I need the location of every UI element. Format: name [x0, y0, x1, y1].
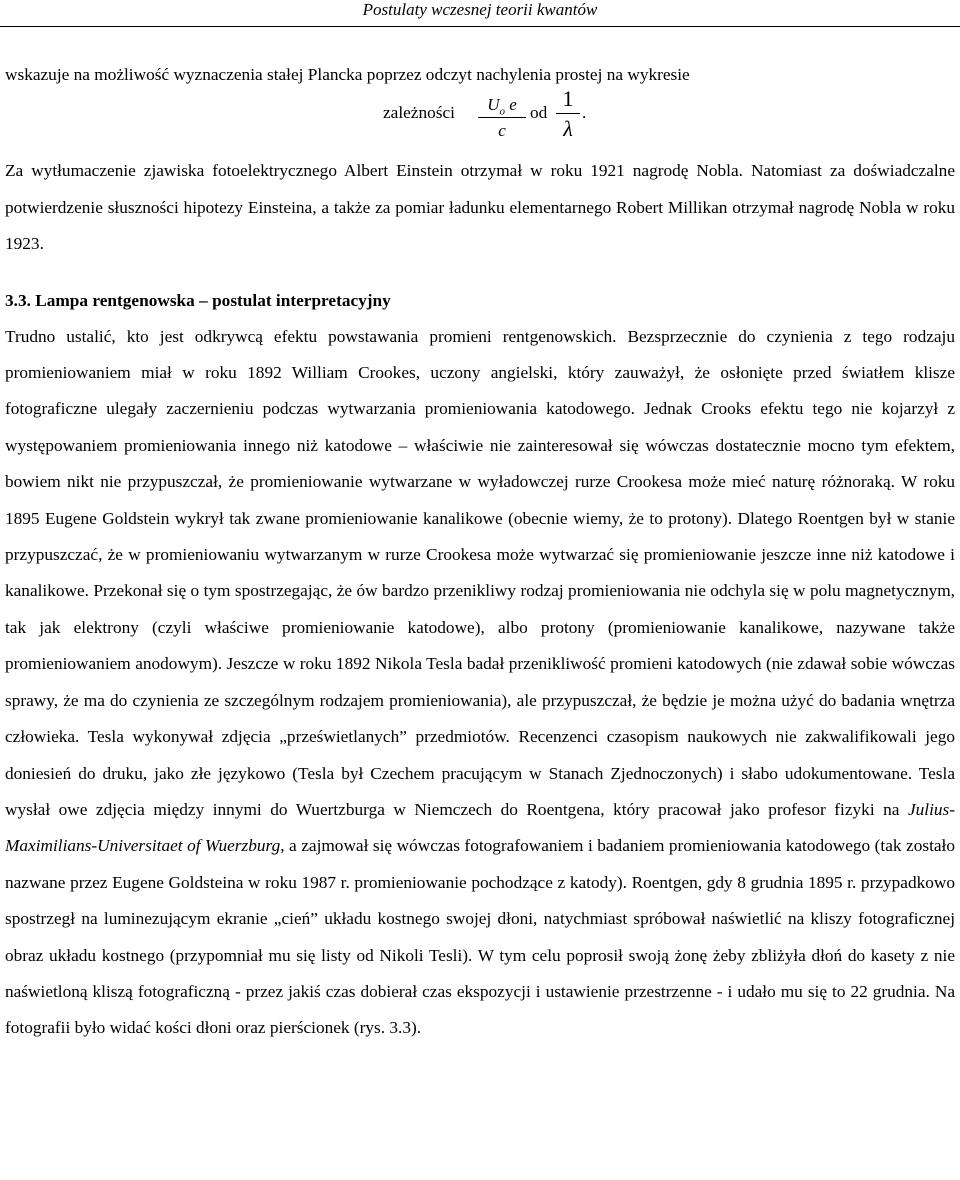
fraction-uoe-over-c [478, 93, 526, 144]
paragraph-xray [5, 319, 955, 1047]
fraction2-numerator: 1 [556, 79, 580, 114]
subscript-o: o [499, 105, 505, 118]
symbol-u: U [487, 95, 500, 115]
fraction-one-over-lambda [556, 79, 580, 144]
university-name: Julius-Maximilians-Universitaet of Wuerzburg [5, 799, 955, 856]
paragraph-xray-part1: Trudno ustalić, kto jest odkrywcą efektu powstawania promieni rentgenowskich. Bezsprzecznie do czynienia z tego rodzaju promieniowaniem miał w roku 1892 William Crookes, uczony angielski, który zauważył, że osłonięte przed światłem klisze fotograficzne ulegały zaczernieniu podczas wytwarzania promieniowania katodowego. Jednak Crooks efektu tego nie kojarzył z występowaniem promieniowania innego niż katodowe – właściwie nie zainteresował się wówczas dostatecznie mocno tym efektem, bowiem nikt nie przypuszczał, że promieniowanie wytwarzane w wyładowczej rurze Crookesa może mieć naturę różnoraką. W roku 1895 Eugene Goldstein wykrył tak zwane promieniowanie kanalikowe (obecnie wiemy, że to protony). Dlatego Roentgen był w stanie przypuszczać, że w promieniowaniu wytwarzanym w rurze Crookesa może wytwarzać się promieniowanie jeszcze inne niż katodowe i kanalikowe. Przekonał się o tym spostrzegając, że ów bardzo przenikliwy rodzaj promieniowania nie odchyla się w polu magnetycznym, tak jak elektrony (czyli właściwe promieniowanie katodowe), albo protony (promieniowanie kanalikowe, nazywane także promieniowaniem anodowym). Jeszcze w roku 1892 Nikola Tesla badał przenikliwość promieni katodowych (nie zdawał sobie wówczas sprawy, że ma do czynienia ze szczególnym rodzajem promieniowania), ale przypuszczał, że będzie je można użyć do badania wnętrza człowieka. Tesla wykonywał zdjęcia „prześwietlanych” przedmiotów. Recenzenci czasopism naukowych nie zakwalifikowali jego doniesień do druku, jako złe językowo (Tesla był Czechem pracującym w Stanach Zjednoczonych) i słabo udokumentowane. Tesla wysłał owe zdjęcia między innymi do Wuertzburga w Niemczech do Roentgena, który pracował jako profesor fizyki na [5, 326, 955, 819]
running-header [0, 0, 960, 28]
header-title: Postulaty wczesnej teorii kwantów [362, 0, 598, 19]
paragraph-planck: wskazuje na możliwość wyznaczenia stałej Plancka poprzez odczyt nachylenia prostej na wykresie [5, 65, 690, 84]
formula [5, 86, 955, 153]
formula-label: zależności [383, 103, 455, 123]
document-body [5, 57, 955, 1047]
fraction2-denominator: λ [563, 116, 573, 142]
section-heading: 3.3. Lampa rentgenowska – postulat interpretacyjny [5, 290, 391, 310]
header-divider [0, 26, 960, 27]
fraction-numerator [478, 93, 526, 118]
formula-od: od [530, 103, 548, 123]
paragraph-nobel: Za wytłumaczenie zjawiska fotoelektrycznego Albert Einstein otrzymał w roku 1921 nagrodę Nobla. Natomiast za doświadczalne potwierdzenie słuszności hipotezy Einsteina, a także za pomiar ładunku elementarnego Robert Millikan otrzymał nagrodę Nobla w roku 1923. [5, 161, 955, 254]
symbol-e: e [509, 95, 517, 115]
fraction-denominator: c [498, 121, 506, 141]
formula-period: . [582, 103, 587, 123]
paragraph-xray-part2: , a zajmował się wówczas fotografowaniem i badaniem promieniowania katodowego (tak zostało nazwane przez Eugene Goldsteina w roku 1987 r. promieniowanie pochodzące z katody). Roentgen, gdy 8 grudnia 1895 r. przypadkowo spostrzegł na luminezującym ekranie „cień” układu kostnego swojej dłoni, natychmiast spróbował naświetlić na kliszy fotograficznej obraz układu kostnego (przypomniał mu się listy od Nikoli Tesli). W tym celu poprosił swoją żonę żeby zbliżyła dłoń do kasety z nie naświetloną kliszą fotograficzną - przez jakiś czas dobierał czas ekspozycji i ustawienie przestrzenne - i udało mu się to 22 grudnia. Na fotografii było widać kości dłoni oraz pierścionek (rys. 3.3). [5, 836, 955, 1038]
